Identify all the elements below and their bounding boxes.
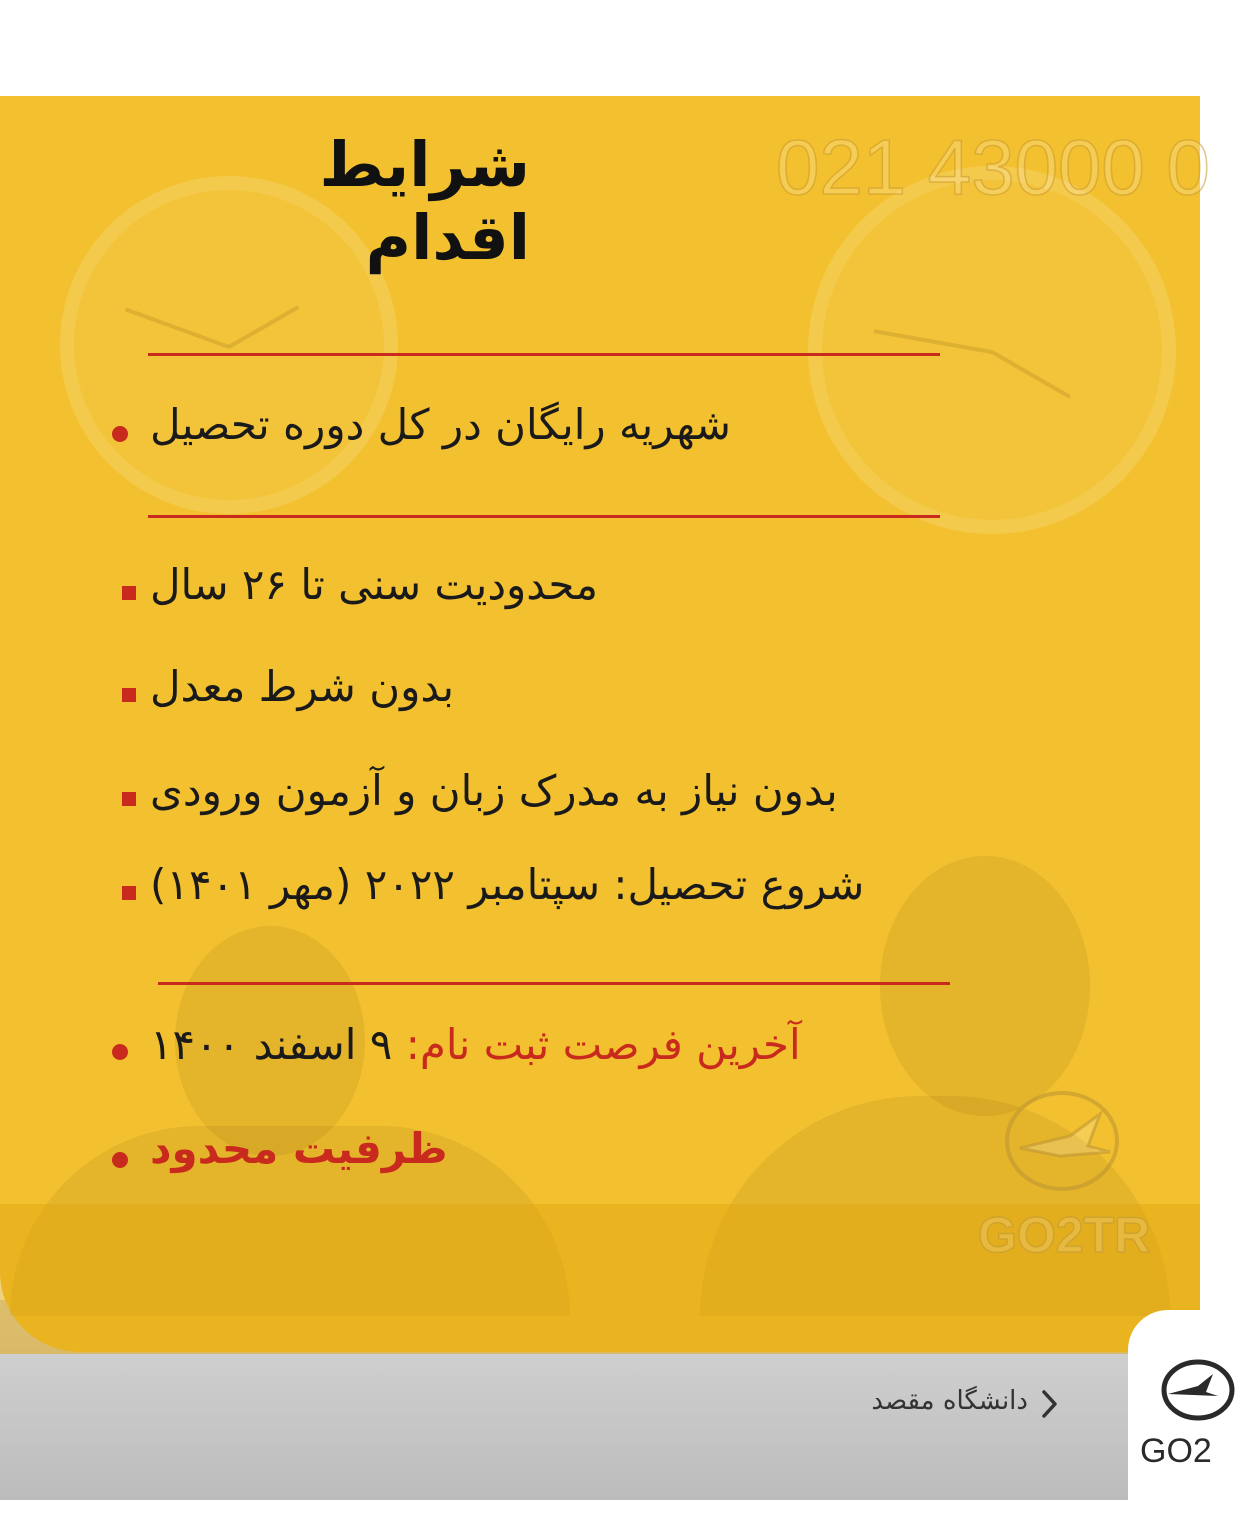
go2tr-watermark-icon	[1000, 1086, 1130, 1196]
divider	[148, 515, 940, 518]
condition-text: شهریه رایگان در کل دوره تحصیل	[150, 400, 731, 449]
wall-clock-decor	[808, 166, 1176, 534]
condition-text: بدون نیاز به مدرک زبان و آزمون ورودی	[150, 766, 838, 815]
registration-deadline	[150, 1020, 950, 1069]
bullet-square	[122, 688, 136, 702]
condition-text: شروع تحصیل: سپتامبر ۲۰۲۲ (مهر ۱۴۰۱)	[150, 860, 865, 909]
phone-number-watermark: 021 43000 0	[776, 123, 1210, 211]
destination-university-link[interactable]: دانشگاه مقصد	[871, 1386, 1028, 1416]
bullet-square	[122, 586, 136, 600]
corner-logo-text: GO2	[1140, 1432, 1212, 1470]
divider	[158, 982, 950, 985]
condition-item	[150, 560, 950, 609]
condition-item	[150, 860, 950, 909]
corner-logo-badge	[1128, 1310, 1238, 1530]
condition-text: محدودیت سنی تا ۲۶ سال	[150, 560, 598, 609]
bullet-dot	[112, 1044, 128, 1060]
bullet-dot	[112, 426, 128, 442]
condition-item	[150, 766, 950, 815]
top-margin	[0, 0, 1200, 96]
deadline-label: آخرین فرصت ثبت نام:	[405, 1020, 801, 1069]
page-title: شرایط اقدام	[319, 128, 530, 274]
bullet-square	[122, 886, 136, 900]
go2tr-watermark-text: GO2TR	[978, 1207, 1151, 1263]
go2tr-logo-icon	[1158, 1360, 1218, 1420]
condition-item	[150, 400, 950, 449]
condition-text: بدون شرط معدل	[150, 662, 455, 711]
chevron-right-icon[interactable]	[1040, 1388, 1060, 1420]
deadline-date: ۹ اسفند ۱۴۰۰	[150, 1020, 393, 1069]
condition-item	[150, 662, 950, 711]
bullet-dot	[112, 1152, 128, 1168]
bullet-square	[122, 792, 136, 806]
divider	[148, 353, 940, 356]
limited-capacity: ظرفیت محدود	[150, 1124, 448, 1173]
